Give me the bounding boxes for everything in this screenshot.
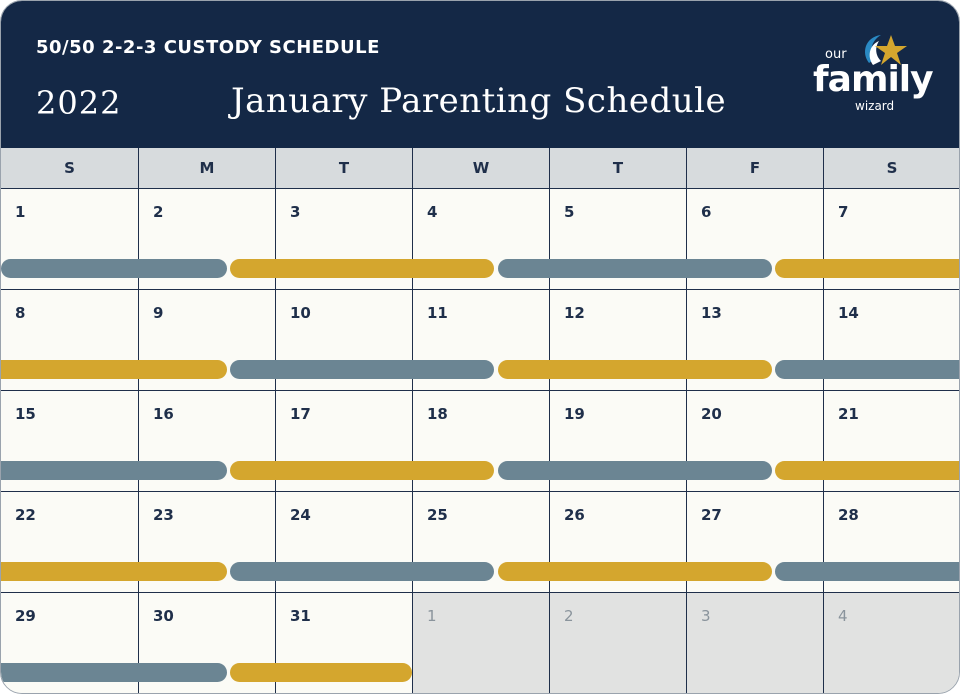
day-number: 14 (838, 304, 859, 322)
day-number: 26 (564, 506, 585, 524)
custody-bar-parent-a (0, 461, 227, 480)
schedule-type-label: 50/50 2-2-3 CUSTODY SCHEDULE (36, 37, 380, 58)
day-number: 11 (427, 304, 448, 322)
custody-bar-parent-a (775, 562, 960, 581)
day-cell-next-month[interactable] (550, 593, 687, 694)
custody-bar-parent-a (498, 461, 772, 480)
day-number: 10 (290, 304, 311, 322)
day-number: 3 (701, 607, 711, 625)
weekday-header: S (824, 148, 960, 189)
day-number: 6 (701, 203, 712, 221)
custody-bar-parent-b (0, 360, 227, 379)
day-number: 15 (15, 405, 36, 423)
day-number: 1 (15, 203, 26, 221)
custody-bar-parent-b (230, 663, 412, 682)
day-number: 30 (153, 607, 174, 625)
day-number: 3 (290, 203, 301, 221)
day-number: 7 (838, 203, 849, 221)
day-number: 24 (290, 506, 311, 524)
custody-bar-parent-b (775, 461, 960, 480)
day-cell-next-month[interactable] (824, 593, 960, 694)
day-number: 29 (15, 607, 36, 625)
custody-bar-parent-a (498, 259, 772, 278)
logo-text-family: family (813, 59, 933, 100)
day-cell-next-month[interactable] (413, 593, 550, 694)
day-number: 2 (564, 607, 574, 625)
day-number: 12 (564, 304, 585, 322)
custody-bar-parent-b (498, 562, 772, 581)
weekday-header: W (413, 148, 550, 189)
day-number: 22 (15, 506, 36, 524)
ourfamilywizard-logo (809, 27, 933, 119)
custody-bar-parent-a (1, 259, 227, 278)
custody-bar-parent-b (498, 360, 772, 379)
calendar-header (1, 1, 960, 148)
day-number: 4 (838, 607, 848, 625)
day-number: 13 (701, 304, 722, 322)
day-number: 16 (153, 405, 174, 423)
day-number: 17 (290, 405, 311, 423)
day-number: 1 (427, 607, 437, 625)
custody-bar-parent-a (230, 360, 494, 379)
day-number: 5 (564, 203, 575, 221)
day-number: 2 (153, 203, 164, 221)
custody-bar-parent-b (230, 259, 494, 278)
day-number: 4 (427, 203, 438, 221)
day-number: 31 (290, 607, 311, 625)
day-number: 9 (153, 304, 164, 322)
day-number: 21 (838, 405, 859, 423)
calendar-grid (1, 148, 960, 694)
weekday-header: F (687, 148, 824, 189)
day-number: 23 (153, 506, 174, 524)
logo-text-our: our (825, 47, 847, 62)
day-number: 8 (15, 304, 26, 322)
day-number: 25 (427, 506, 448, 524)
weekday-header: S (1, 148, 139, 189)
weekday-header: T (276, 148, 413, 189)
day-number: 19 (564, 405, 585, 423)
day-number: 18 (427, 405, 448, 423)
logo-text-wizard: wizard (855, 99, 895, 113)
custody-bar-parent-a (775, 360, 960, 379)
custody-bar-parent-b (230, 461, 494, 480)
weekday-header: T (550, 148, 687, 189)
page-title: January Parenting Schedule (231, 81, 727, 121)
weekday-header: M (139, 148, 276, 189)
day-cell-next-month[interactable] (687, 593, 824, 694)
day-number: 28 (838, 506, 859, 524)
custody-bar-parent-b (0, 562, 227, 581)
day-number: 20 (701, 405, 722, 423)
year-label: 2022 (36, 84, 122, 122)
day-number: 27 (701, 506, 722, 524)
custody-bar-parent-b (775, 259, 960, 278)
custody-bar-parent-a (0, 663, 227, 682)
custody-bar-parent-a (230, 562, 494, 581)
